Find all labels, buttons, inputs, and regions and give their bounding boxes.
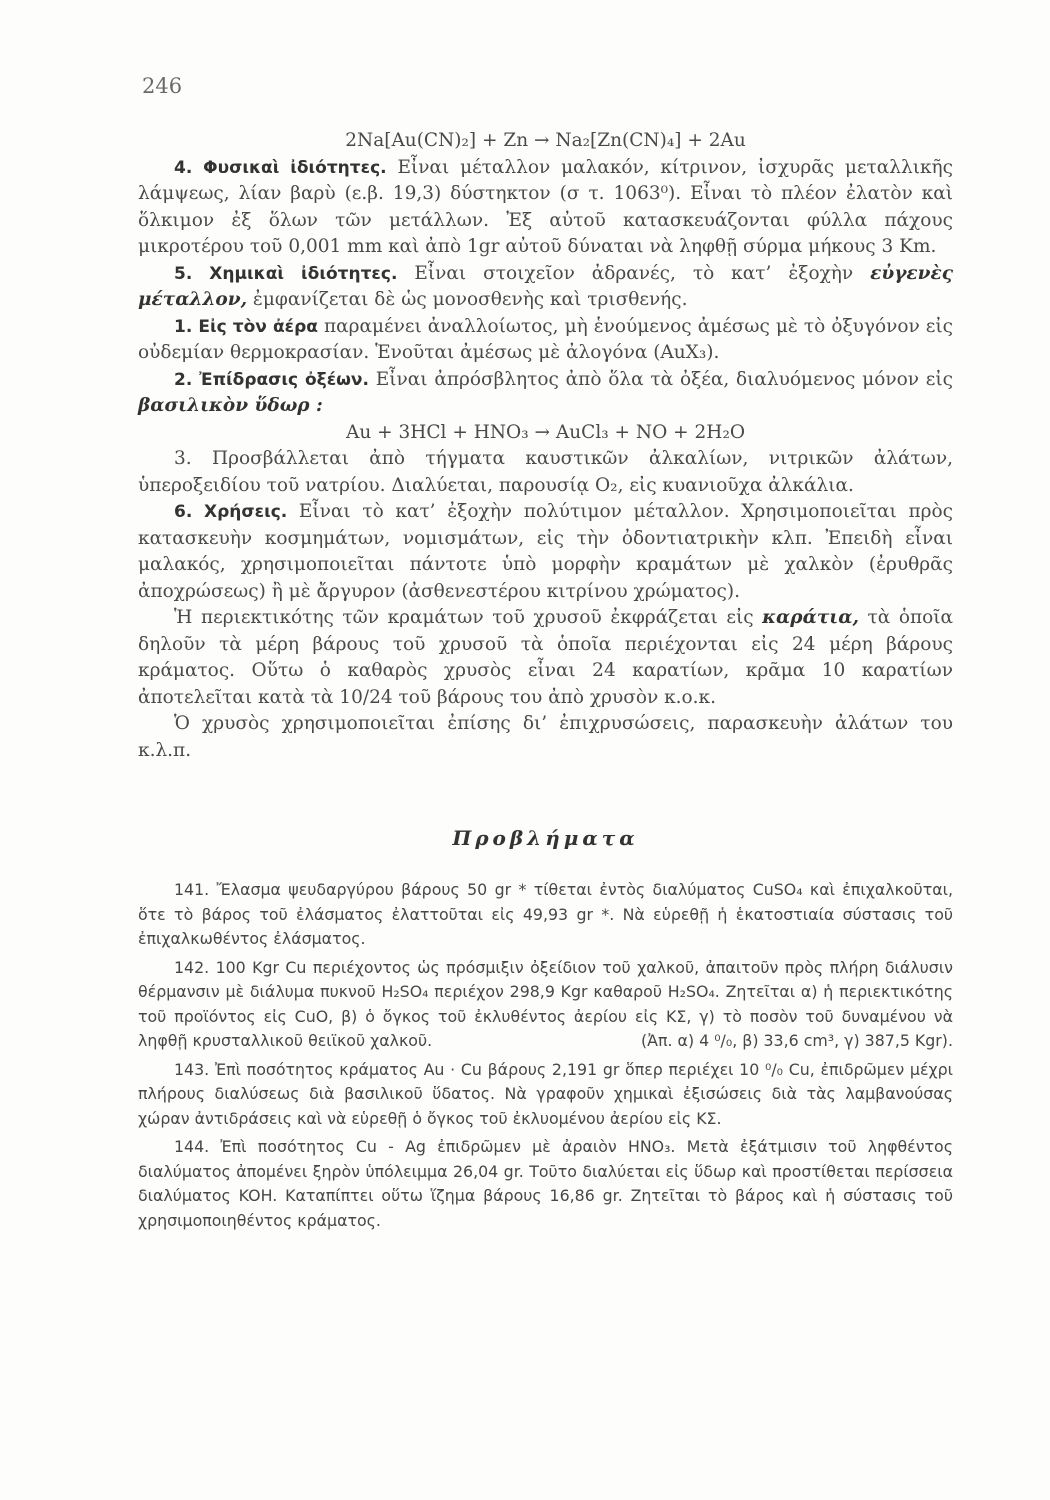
problems-title: Προβλήματα xyxy=(452,826,639,850)
carats-text-a: Ἡ περιεκτικότης τῶν κραμάτων τοῦ χρυσοῦ ἐκφράζεται εἰς xyxy=(174,607,754,628)
chemical-text-a: Εἶναι στοιχεῖον ἀδρανές, τὸ κατ’ ἐξοχὴν xyxy=(414,262,854,284)
chemical-emphasis: εὐγενὲς μέταλλον, xyxy=(138,262,953,310)
problems-list xyxy=(138,878,953,1233)
uses-text: Εἶναι τὸ κατ’ ἐξοχὴν πολύτιμον μέταλλον. Χρησιμοποιεῖται πρὸς κατασκευὴν κοσμημάτων, νομισμάτων, εἰς τὴν ὀδοντιατρικὴν κλπ. Ἐπειδὴ εἶναι μαλακός, χρησιμοποιεῖται πάντοτε ὑπὸ μορφὴν κραμάτων μὲ χαλκὸν (ἐρυθρᾶς ἀποχρώσεως) ἢ μὲ ἄργυρον (ἀσθενεστέρου κιτρίνου χρώματος). xyxy=(138,501,953,602)
uses-paragraph xyxy=(138,499,953,605)
air-text: παραμένει ἀναλλοίωτος, μὴ ἑνούμενος ἀμέσως μὲ τὸ ὀξυγόνον εἰς οὐδεμίαν θερμοκρασίαν. Ἑνοῦται ἀμέσως μὲ ἀλογόνα (AuX₃). xyxy=(138,315,953,363)
carats-paragraph xyxy=(138,605,953,711)
chemical-properties xyxy=(138,261,953,314)
air-heading: 1. Εἰς τὸν ἀέρα xyxy=(174,316,318,337)
problem-144: 144. Ἐπὶ ποσότητος Cu - Ag ἐπιδρῶμεν μὲ ἀραιὸν HNO₃. Μετὰ ἐξάτμισιν τοῦ ληφθέντος διαλύματος ἀπομένει ξηρὸν ὑπόλειμμα 26,04 gr. Τοῦτο διαλύεται εἰς ὕδωρ καὶ προστίθεται περίσσεια διαλύματος KOH. Καταπίπτει οὕτω ἵζημα βάρους 16,86 gr. Ζητεῖται τὸ βάρος καὶ ἡ σύστασις τοῦ χρησιμοποιηθέντος κράματος. xyxy=(138,1137,953,1230)
problem-143: 143. Ἐπὶ ποσότητος κράματος Au · Cu βάρους 2,191 gr ὅπερ περιέχει 10 ⁰/₀ Cu, ἐπιδρῶμεν μέχρι πλήρους διαλύσεως διὰ βασιλικοῦ ὕδατος. Νὰ γραφοῦν χημικαὶ ἐξισώσεις διὰ τὰς λαμβανούσας χώραν ἀντιδράσεις καὶ νὰ εὑρεθῇ ὁ ὄγκος τοῦ ἐκλυομένου ἀερίου εἰς ΚΣ. xyxy=(138,1059,953,1128)
alkali-paragraph: 3. Προσβάλλεται ἀπὸ τήγματα καυστικῶν ἀλκαλίων, νιτρικῶν ἀλάτων, ὑπεροξειδίου τοῦ νατρίου. Διαλύεται, παρουσίᾳ O₂, εἰς κυανιοῦχα ἀλκάλια. xyxy=(138,448,953,496)
problem-142 xyxy=(138,956,953,1054)
page-number: 246 xyxy=(142,74,183,98)
acids-heading: 2. Ἐπίδρασις ὀξέων. xyxy=(174,369,369,390)
carats-text-b: τὰ ὁποῖα δηλοῦν τὰ μέρη βάρους τοῦ χρυσοῦ τὰ ὁποῖα περιέχονται εἰς 24 μέρη βάρους κράματος. Οὕτω ὁ καθαρὸς χρυσὸς εἶναι 24 καρατίων, κρᾶμα 10 καρατίων ἀποτελεῖται κατὰ τὰ 10/24 τοῦ βάρους του ἀπὸ χρυσὸν κ.ο.κ. xyxy=(138,607,954,708)
physical-properties xyxy=(138,155,953,261)
physical-text: Εἶναι μέταλλον μαλακόν, κίτρινον, ἰσχυρᾶς μεταλλικῆς λάμψεως, λίαν βαρὺ (ε.β. 19,3) δύστηκτον (σ τ. 1063⁰). Εἶναι τὸ πλέον ἐλατὸν καὶ ὅλκιμον ἐξ ὅλων τῶν μετάλλων. Ἐξ αὐτοῦ κατασκευάζονται φύλλα πάχους μικροτέρου τοῦ 0,001 mm καὶ ἀπὸ 1gr αὐτοῦ δύναται νὰ ληφθῇ σύρμα μήκους 3 Km. xyxy=(138,156,953,257)
acids-emphasis: βασιλικὸν ὕδωρ : xyxy=(138,395,323,416)
carats-emphasis: καράτια, xyxy=(762,607,859,628)
problem-142-text: 142. 100 Kgr Cu περιέχοντος ὡς πρόσμιξιν ὀξείδιον τοῦ χαλκοῦ, ἀπαιτοῦν πρὸς πλήρη διάλυσιν θέρμανσιν μὲ διάλυμα πυκνοῦ H₂SO₄ περιέχον 298,9 Kgr καθαροῦ H₂SO₄. Ζητεῖται α) ἡ περιεκτικότης τοῦ προϊόντος εἰς CuO, β) ὁ ὄγκος τοῦ ἐκλυθέντος ἀερίου εἰς ΚΣ, γ) τὸ ποσὸν τοῦ δυναμένου νὰ ληφθῇ κρυσταλλικοῦ θειϊκοῦ χαλκοῦ. xyxy=(138,957,953,1050)
gilding-paragraph: Ὁ χρυσὸς χρησιμοποιεῖται ἐπίσης δι’ ἐπιχρυσώσεις, παρασκευὴν ἀλάτων του κ.λ.π. xyxy=(138,713,953,761)
chemical-heading: 5. Χημικαὶ ἰδιότητες. xyxy=(174,263,398,284)
problem-141: 141. Ἔλασμα ψευδαργύρου βάρους 50 gr * τίθεται ἐντὸς διαλύματος CuSO₄ καὶ ἐπιχαλκοῦται, ὅτε τὸ βάρος τοῦ ἐλάσματος ἐλαττοῦται εἰς 49,93 gr *. Νὰ εὑρεθῇ ἡ ἑκατοστιαία σύστασις τοῦ ἐπιχαλκωθέντος ἐλάσματος. xyxy=(138,880,953,948)
chemical-text-b: ἐμφανίζεται δὲ ὡς μονοσθενὴς καὶ τρισθενής. xyxy=(252,289,688,310)
reaction-aqua-regia: Au + 3HCl + HNO₃ → AuCl₃ + NO + 2H₂O xyxy=(345,421,746,443)
air-paragraph xyxy=(138,314,953,367)
acids-text: Εἶναι ἀπρόσβλητος ἀπὸ ὅλα τὰ ὀξέα, διαλυόμενος μόνον εἰς xyxy=(375,368,953,390)
main-text xyxy=(138,128,953,764)
acids-paragraph xyxy=(138,367,953,420)
problem-142-answer: (Ἀπ. α) 4 ⁰/₀, β) 33,6 cm³, γ) 387,5 Kgr). xyxy=(641,1031,953,1050)
physical-heading: 4. Φυσικαὶ ἰδιότητες. xyxy=(174,157,387,178)
uses-heading: 6. Χρήσεις. xyxy=(174,502,288,522)
reaction-cyanide: 2Na[Au(CN)₂] + Zn → Na₂[Zn(CN)₄] + 2Au xyxy=(345,130,746,151)
